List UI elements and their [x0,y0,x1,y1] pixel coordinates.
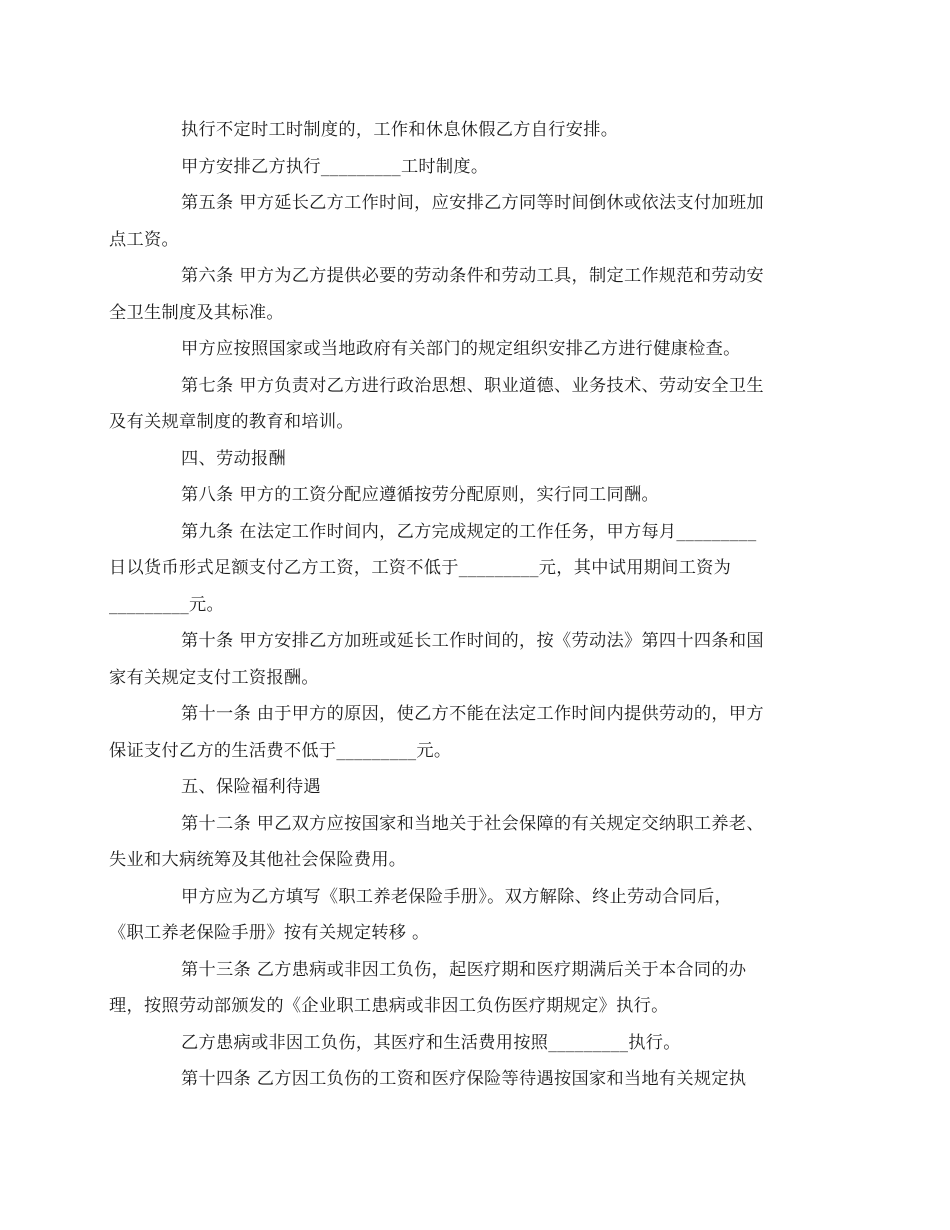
text-line: 第十二条 甲乙双方应按国家和当地关于社会保障的有关规定交纳职工养老、 [181,813,764,834]
text-line: 《职工养老保险手册》按有关规定转移 。 [109,923,430,943]
text-line: 全卫生制度及其标准。 [109,302,284,323]
text-line: 第九条 在法定工作时间内，乙方完成规定的工作任务，甲方每月_________ [181,521,757,542]
text-line: 甲方应为乙方填写《职工养老保险手册》。双方解除、终止劳动合同后， [181,886,733,907]
text-line: 第八条 甲方的工资分配应遵循按劳分配原则，实行同工同酬。 [181,485,659,505]
paragraph [145,149,810,186]
text-line: 执行不定时工时制度的，工作和休息休假乙方自行安排。 [181,120,619,140]
paragraph [109,368,810,441]
paragraph [145,769,810,806]
text-line: 点工资。 [109,229,179,250]
paragraph [145,1061,810,1098]
text-line: 第十一条 由于甲方的原因，使乙方不能在法定工作时间内提供劳动的，甲方 [181,704,764,724]
text-line: 日以货币形式足额支付乙方工资，工资不低于_________元，其中试用期间工资为 [109,558,732,578]
paragraph [109,952,810,1025]
text-line: 家有关规定支付工资报酬。 [109,667,319,688]
text-line: 五、保险福利待遇 [181,777,321,797]
text-line: 理，按照劳动部颁发的《企业职工患病或非因工负伤医疗期规定》执行。 [109,996,669,1016]
paragraph [109,258,810,331]
paragraph [145,1025,810,1062]
text-line: 失业和大病统筹及其他社会保险费用。 [109,850,407,870]
document-page [109,112,810,1098]
text-line: 甲方安排乙方执行_________工时制度。 [181,156,489,177]
text-line: 第十三条 乙方患病或非因工负伤，起医疗期和医疗期满后关于本合同的办 [181,959,747,980]
text-line: 四、劳动报酬 [181,448,286,469]
paragraph [109,185,810,258]
paragraph [145,112,810,149]
text-line: 及有关规章制度的教育和培训。 [109,412,354,432]
paragraph [109,514,810,624]
text-line: _________元。 [109,594,225,615]
paragraph [109,696,810,769]
paragraph [109,623,810,696]
paragraph [109,806,810,879]
text-line: 第七条 甲方负责对乙方进行政治思想、职业道德、业务技术、劳动安全卫生 [181,375,764,396]
paragraph [145,441,810,478]
text-line: 第十四条 乙方因工负伤的工资和医疗保险等待遇按国家和当地有关规定执 [181,1069,747,1089]
text-line: 第六条 甲方为乙方提供必要的劳动条件和劳动工具，制定工作规范和劳动安 [181,266,764,286]
text-line: 甲方应按照国家或当地政府有关部门的规定组织安排乙方进行健康检查。 [181,339,741,359]
paragraph [145,331,810,368]
text-line: 第五条 甲方延长乙方工作时间，应安排乙方同等时间倒休或依法支付加班加 [181,193,764,213]
paragraph [109,879,810,952]
text-line: 保证支付乙方的生活费不低于_________元。 [109,740,452,761]
paragraph [145,477,810,514]
text-line: 乙方患病或非因工负伤，其医疗和生活费用按照_________执行。 [181,1032,681,1053]
text-line: 第十条 甲方安排乙方加班或延长工作时间的，按《劳动法》第四十四条和国 [181,631,764,651]
